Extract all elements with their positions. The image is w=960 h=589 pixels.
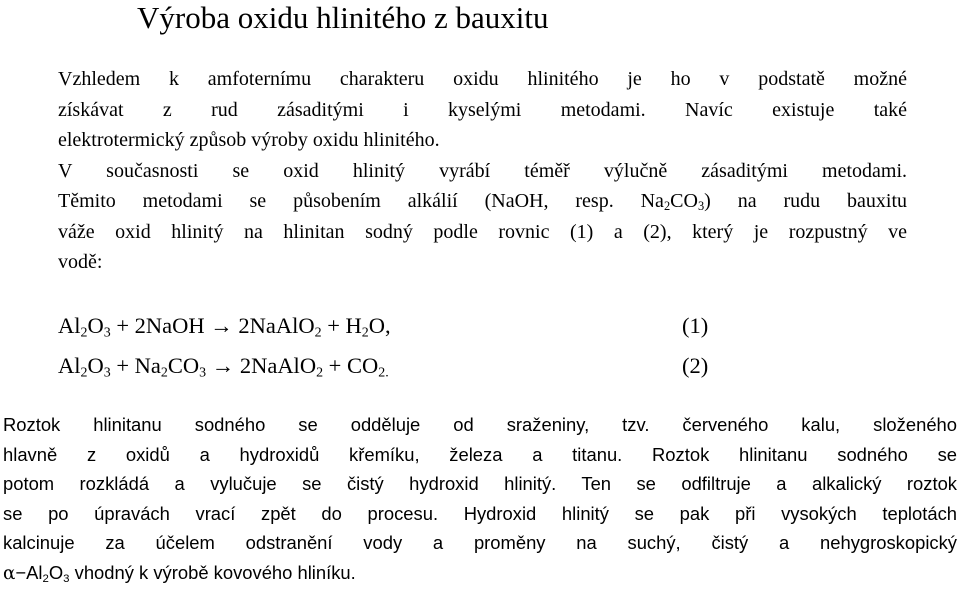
subscript: 2 [80,325,88,341]
closing-line: potom rozkládá a vylučuje se čistý hydroxid hlinitý. Ten se odfiltruje a alkalický roztok [3,473,957,495]
closing-line: kalcinuje za účelem odstranění vody a proměny na suchý, čistý a nehygroskopický [3,532,957,554]
formula-text: Al [58,353,81,378]
closing-line [3,558,957,589]
subscript: 2 [663,199,671,214]
equation-1 [58,306,778,346]
equation-2 [58,346,778,386]
subscript: 3 [103,325,111,341]
closing-line: hlavně z oxidů a hydroxidů křemíku, železa a titanu. Roztok hlinitanu sodného se [3,443,957,465]
intro-line-text: Vzhledem k amfoternímu charakteru oxidu hlinitého je ho v podstatě možné [58,68,907,90]
intro-line [58,125,907,156]
page-title: Výroba oxidu hlinitého z bauxitu [137,0,549,35]
intro-line [58,247,907,278]
formula-text: O [87,313,104,338]
subscript: 2 [361,325,369,341]
subscript: 2 [42,572,49,585]
formula-text: −Al [15,561,43,583]
intro-line-text: ) na rudu bauxitu [704,190,908,212]
closing-paragraph [3,410,957,589]
intro-paragraph [58,64,907,278]
subscript: 3 [63,572,70,585]
formula-text: CO [670,190,698,212]
formula-text: + H [321,313,362,338]
subscript: 2 [160,365,168,381]
intro-line [58,156,907,187]
closing-line: Roztok hlinitanu sodného se odděluje od sraženiny, tzv. červeného kalu, složeného [3,414,957,435]
alpha-symbol: α [3,562,16,584]
formula-text: + 2NaOH [110,313,211,338]
intro-line-text: váže oxid hlinitý na hlinitan sodný podle rovnic (1) a (2), který je rozpustný ve [58,220,907,243]
intro-line-text: elektrotermický způsob výroby oxidu hlinitého. [58,129,440,151]
intro-line [58,186,907,217]
subscript: 3 [697,199,705,214]
intro-line-text: V současnosti se oxid hlinitý vyrábí téměř výlučně zásaditými metodami. [58,159,907,182]
closing-line: se po úpravách vrací zpět do procesu. Hydroxid hlinitý se pak při vysokých teplotách [3,502,957,524]
formula-text: 2NaAlO [234,353,317,378]
reaction-arrow-icon: → [211,353,235,378]
closing-line-text: vhodný k výrobě kovového hliníku. [69,561,356,583]
intro-line [58,95,907,126]
formula-text: + Na [110,353,161,378]
intro-line-text: získávat z rud zásaditými i kyselými metodami. Navíc existuje také [58,98,907,121]
formula-text: CO [167,353,200,378]
intro-line-text: vodě: [58,251,103,273]
subscript: 3 [199,365,207,381]
intro-line [58,217,907,248]
subscript: 2 [314,325,322,341]
formula-text: + CO [323,353,379,378]
equation-number: (2) [682,353,709,378]
formula-text: Na [640,190,664,212]
formula-text: 2NaAlO [232,313,315,338]
subscript: 2 [80,365,88,381]
intro-line-text: Těmito metodami se působením alkálií (NaOH, resp. [58,190,614,212]
equations [58,306,778,386]
subscript: 3 [103,365,111,381]
subscript: 2. [378,365,389,381]
subscript: 2 [316,365,324,381]
formula-text: O, [368,313,391,338]
intro-line [58,64,907,95]
formula-text: O [87,353,104,378]
equation-number: (1) [682,313,709,338]
reaction-arrow-icon: → [210,313,233,338]
formula-text: O [48,561,64,583]
formula-text: Al [58,313,81,338]
